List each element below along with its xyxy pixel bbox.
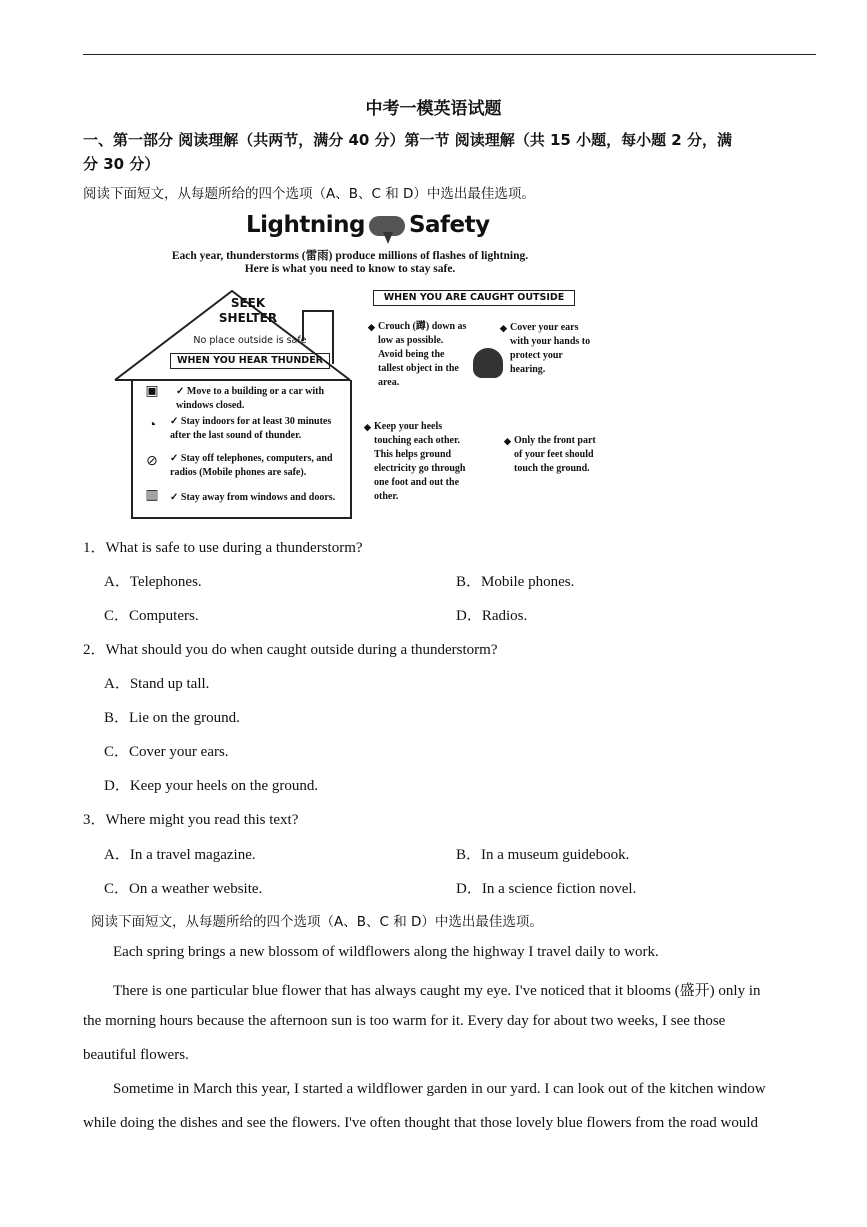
crouching-person-icon xyxy=(473,348,503,378)
lightning-safety-infographic xyxy=(110,208,596,524)
question-3-stem: 3．Where might you read this text? xyxy=(83,812,299,828)
infographic-title-right: Safety xyxy=(408,212,490,238)
window-icon: ▥ xyxy=(145,488,159,503)
infographic-title-left: Lightning xyxy=(246,212,365,238)
tip-front-feet: ◆ Only the front part of your feet should touch the ground. xyxy=(504,435,596,474)
passage2-line-3: the morning hours because the afternoon sun is too warm for it. Every day for about two weeks, I see those xyxy=(83,1013,726,1029)
infographic-title xyxy=(246,212,490,238)
header-rule xyxy=(83,54,816,55)
diamond-bullet-icon: ◆ xyxy=(368,322,375,332)
clock-icon: ◔ xyxy=(147,418,157,433)
tip-heels: ◆ Keep your heels touching each other. This helps ground electricity go through one foot and out the other. xyxy=(364,421,466,502)
when-you-hear-thunder-box: WHEN YOU HEAR THUNDER xyxy=(170,353,330,369)
diamond-bullet-icon: ◆ xyxy=(504,436,511,446)
no-phone-icon: ⊘ xyxy=(146,454,158,469)
q3-option-d[interactable]: D．In a science fiction novel. xyxy=(456,881,637,897)
infographic-subtitle2: Here is what you need to know to stay safe. xyxy=(244,263,456,275)
storm-cloud-icon xyxy=(369,216,405,236)
page-title: 中考一模英语试题 xyxy=(365,99,502,119)
passage2-line-5: Sometime in March this year, I started a wildflower garden in our yard. I can look out of the kitchen window xyxy=(113,1081,766,1097)
passage2-line-4: beautiful flowers. xyxy=(83,1047,189,1063)
when-caught-outside-box: WHEN YOU ARE CAUGHT OUTSIDE xyxy=(373,290,575,306)
tip-crouch: ◆ Crouch (蹲) down as low as possible. Avoid being the tallest object in the area. xyxy=(368,321,467,388)
q3-option-c[interactable]: C．On a weather website. xyxy=(104,881,263,897)
q2-option-d[interactable]: D．Keep your heels on the ground. xyxy=(104,778,319,794)
building-icon: ▣ xyxy=(145,384,159,399)
reading-instruction: 阅读下面短文，从每题所给的四个选项（A、B、C 和 D）中选出最佳选项。 xyxy=(83,186,535,202)
diamond-bullet-icon: ◆ xyxy=(364,422,371,432)
q1-option-c[interactable]: C．Computers. xyxy=(104,608,199,624)
question-1-stem: 1．What is safe to use during a thunderstorm? xyxy=(83,540,363,556)
q2-option-c[interactable]: C．Cover your ears. xyxy=(104,744,229,760)
passage2-line-2: There is one particular blue flower that has always caught my eye. I've noticed that it blooms (盛开) only in xyxy=(113,983,761,999)
passage2-instruction: 阅读下面短文，从每题所给的四个选项（A、B、C 和 D）中选出最佳选项。 xyxy=(91,914,543,930)
house-item-1: ✓ Move to a building or a car with windows closed. xyxy=(176,386,325,411)
q3-option-a[interactable]: A．In a travel magazine. xyxy=(104,847,256,863)
q2-option-a[interactable]: A．Stand up tall. xyxy=(104,676,210,692)
house-item-2: ✓ Stay indoors for at least 30 minutes after the last sound of thunder. xyxy=(170,416,332,441)
passage2-line-6: while doing the dishes and see the flowers. I've often thought that those lovely blue flowers from the road would xyxy=(83,1115,759,1131)
q1-option-a[interactable]: A．Telephones. xyxy=(104,574,202,590)
question-2-stem: 2．What should you do when caught outside during a thunderstorm? xyxy=(83,642,498,658)
seek-shelter-label: SEEK SHELTER xyxy=(218,296,278,325)
passage2-line-1: Each spring brings a new blossom of wildflowers along the highway I travel daily to work. xyxy=(113,944,659,960)
q3-option-b[interactable]: B．In a museum guidebook. xyxy=(456,847,630,863)
infographic-subtitle1: Each year, thunderstorms (雷雨) produce millions of flashes of lightning. xyxy=(171,250,529,262)
section-heading-line1: 一、第一部分 阅读理解（共两节，满分 40 分）第一节 阅读理解（共 15 小题，每小题 2 分，满 xyxy=(83,131,732,149)
tip-cover-ears: ◆ Cover your ears with your hands to protect your hearing. xyxy=(500,322,591,375)
house-item-3: ✓ Stay off telephones, computers, and radios (Mobile phones are safe). xyxy=(170,453,333,478)
diamond-bullet-icon: ◆ xyxy=(500,323,507,333)
q1-option-b[interactable]: B．Mobile phones. xyxy=(456,574,575,590)
q1-option-d[interactable]: D．Radios. xyxy=(456,608,528,624)
house-item-4: ✓ Stay away from windows and doors. xyxy=(170,492,336,503)
q2-option-b[interactable]: B．Lie on the ground. xyxy=(104,710,240,726)
section-heading-line2: 分 30 分） xyxy=(83,155,160,173)
no-place-safe-note: No place outside is safe xyxy=(193,335,307,346)
